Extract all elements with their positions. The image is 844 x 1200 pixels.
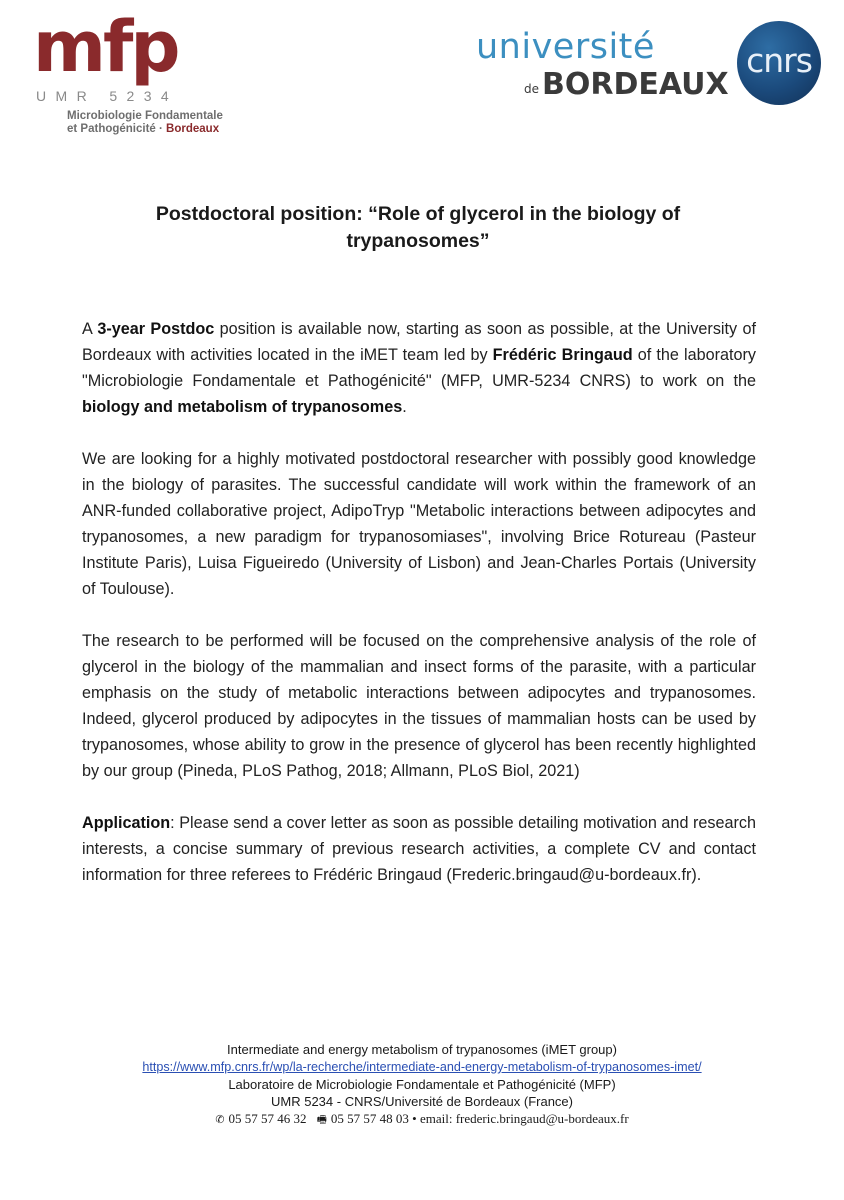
footer-phone: 05 57 57 46 32 bbox=[228, 1111, 307, 1126]
mfp-logo-line2-prefix: et Pathogénicité · bbox=[67, 123, 167, 135]
footer bbox=[60, 1041, 784, 1129]
universite-bordeaux-logo bbox=[476, 27, 729, 108]
fax-icon: 🖷 bbox=[316, 1113, 327, 1126]
mfp-logo-line1: Microbiologie Fondamentale bbox=[67, 110, 223, 122]
mfp-logo bbox=[33, 6, 233, 135]
footer-fax: 05 57 57 48 03 bbox=[330, 1111, 409, 1126]
p1-text-2: position is available now, starting as soon as possible, at the University of Bordeaux with activities located in the iMET team led by bbox=[82, 320, 756, 364]
mfp-logo-line2 bbox=[67, 123, 219, 135]
paragraph-position bbox=[82, 316, 756, 420]
mfp-logo-city: Bordeaux bbox=[166, 123, 220, 135]
p1-text-3: of the laboratory "Microbiologie Fondamentale et Pathogénicité" (MFP, UMR-5234 CNRS) to work on the bbox=[82, 346, 756, 390]
ub-logo-de: de bbox=[524, 82, 539, 96]
page-title-line1: Postdoctoral position: “Role of glycerol in the biology of bbox=[155, 203, 681, 225]
p1-bold-leader: Frédéric Bringaud bbox=[492, 346, 633, 364]
mfp-logo-umr: UMR 5234 bbox=[36, 88, 179, 104]
application-text: : Please send a cover letter as soon as possible detailing motivation and research interests, a concise summary of previous research activities, a complete CV and contact information for three referees to Frédéric Bringaud (Frederic.bringaud@u-bordeaux.fr). bbox=[82, 814, 756, 884]
ub-logo-top: université bbox=[476, 27, 655, 67]
p1-text-4: . bbox=[402, 398, 407, 416]
paragraph-application bbox=[82, 810, 756, 888]
paragraph-candidate: We are looking for a highly motivated postdoctoral researcher with possibly good knowledge in the biology of parasites. The successful candidate will work within the framework of an ANR-funded collaborative project, AdipoTryp "Metabolic interactions between adipocytes and trypanosomes, a new paradigm for trypanosomiases", involving Brice Rotureau (Pasteur Institute Paris), Luisa Figueiredo (University of Lisbon) and Jean-Charles Portais (University of Toulouse). bbox=[82, 450, 756, 598]
footer-email: • email: frederic.bringaud@u-bordeaux.fr bbox=[412, 1111, 629, 1126]
mfp-logo-word: mfp bbox=[33, 6, 178, 88]
ub-logo-bottom: BORDEAUX bbox=[542, 67, 729, 102]
footer-umr: UMR 5234 - CNRS/Université de Bordeaux (France) bbox=[271, 1094, 573, 1109]
footer-group-link[interactable]: https://www.mfp.cnrs.fr/wp/la-recherche/intermediate-and-energy-metabolism-of-trypanosomes-imet/ bbox=[142, 1060, 702, 1074]
application-label: Application bbox=[82, 814, 171, 832]
footer-group-name: Intermediate and energy metabolism of trypanosomes (iMET group) bbox=[227, 1042, 617, 1057]
document-body bbox=[82, 316, 756, 914]
footer-lab-name: Laboratoire de Microbiologie Fondamentale et Pathogénicité (MFP) bbox=[228, 1077, 616, 1092]
p1-bold-duration: 3-year Postdoc bbox=[97, 320, 215, 338]
cnrs-logo-text: cnrs bbox=[746, 41, 812, 80]
cnrs-logo bbox=[737, 21, 821, 105]
phone-icon: ✆ bbox=[215, 1113, 225, 1126]
p1-bold-topic: biology and metabolism of trypanosomes bbox=[82, 398, 403, 416]
page-title-line2: trypanosomes” bbox=[346, 230, 490, 252]
page-title bbox=[100, 201, 736, 255]
p1-text-1: A bbox=[82, 320, 98, 338]
paragraph-research: The research to be performed will be focused on the comprehensive analysis of the role of glycerol in the biology of the mammalian and insect forms of the parasite, with a particular emphasis on the study of metabolic interactions between adipocytes and trypanosomes. Indeed, glycerol produced by adipocytes in the tissues of mammalian hosts can be used by trypanosomes, whose ability to grow in the presence of glycerol has been recently highlighted by our group (Pineda, PLoS Pathog, 2018; Allmann, PLoS Biol, 2021) bbox=[82, 632, 756, 780]
footer-contact bbox=[60, 1110, 784, 1129]
